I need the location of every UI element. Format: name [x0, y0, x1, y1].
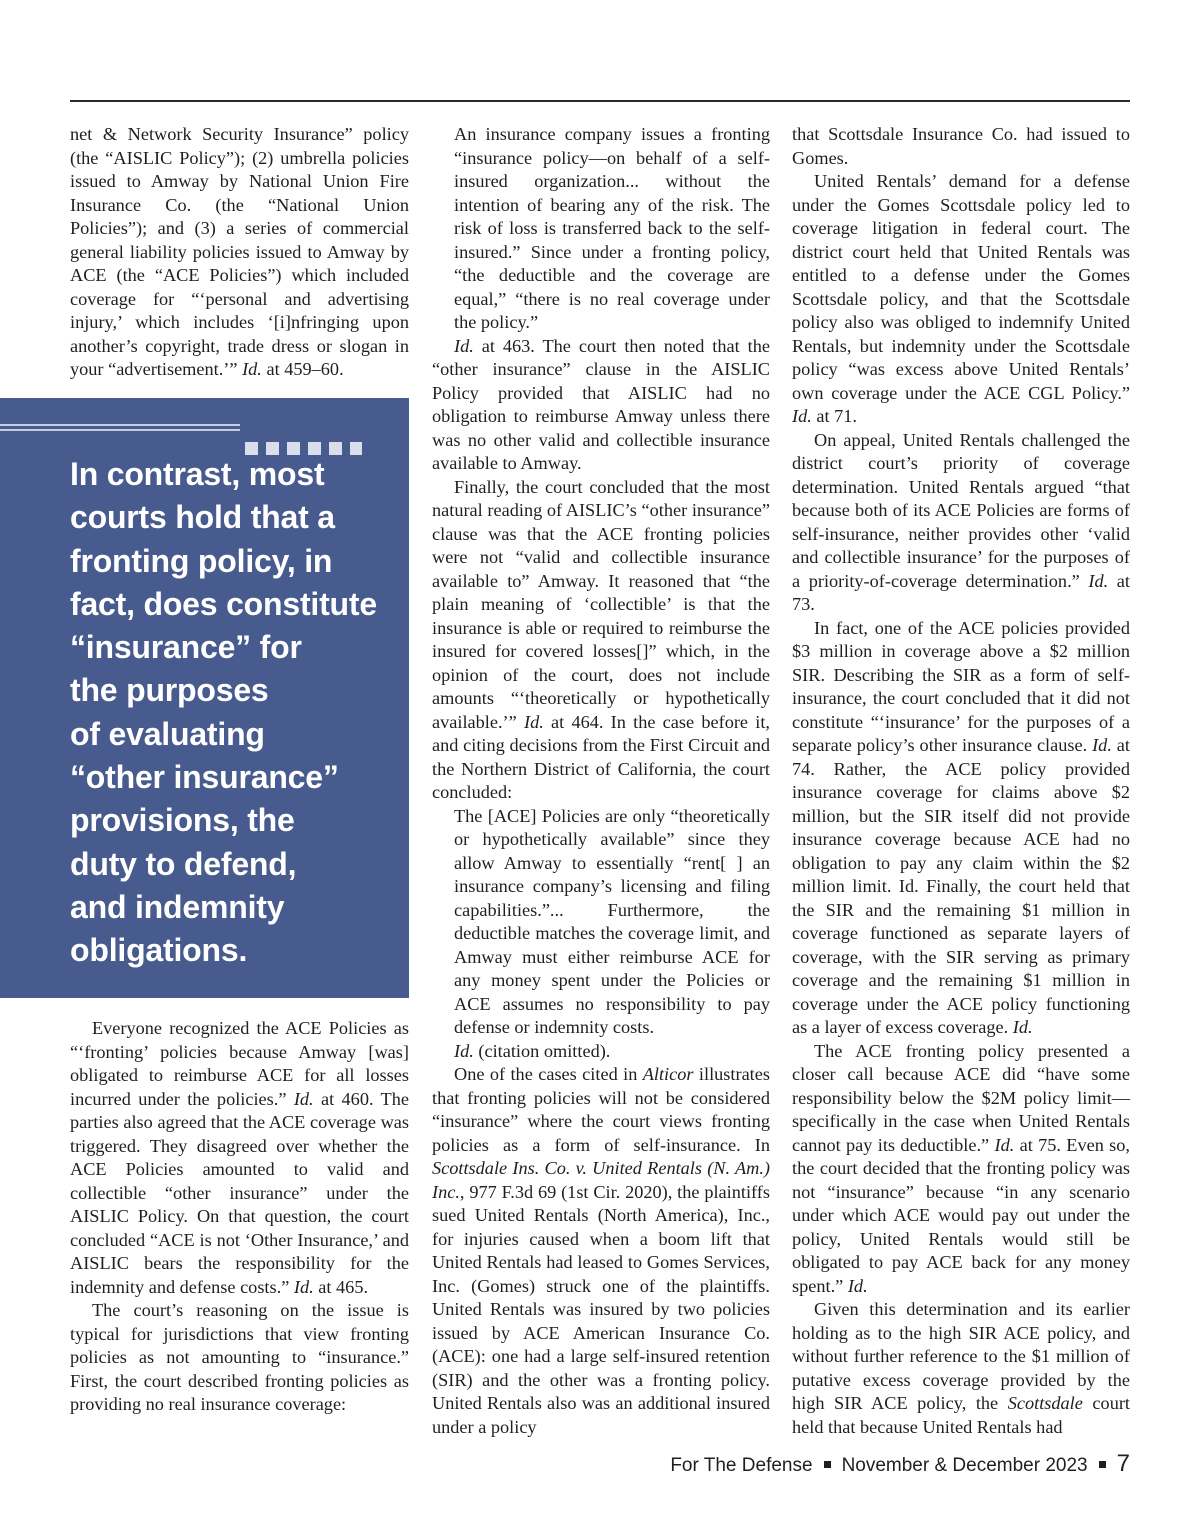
paragraph: The court’s reasoning on the issue is typical for jurisdictions that view fronting policies as not amounting to “insurance.” First, the court described fronting policies as providing no real insurance coverage: [70, 1300, 409, 1414]
header-rule [70, 100, 1130, 102]
paragraph: An insurance company issues a fronting “insurance policy—on behalf of a self-insured organization... without the intention of bearing any of the risk. The risk of loss is transferred back to the self-insured.” Since under a fronting policy, “the deductible and the coverage are equal,” “there is no real coverage under the policy.” [454, 124, 770, 332]
pull-quote-line: “insurance” for [70, 629, 302, 666]
paragraph: Everyone recognized the ACE Policies as “‘fronting’ policies because Amway [was] obligated to reimburse ACE for all losses incurred under the policies.” Id. at 460. The parties also agreed that the ACE coverage was triggered. They disagreed over whether the ACE Policies amounted to valid and collectible “other insurance” under the AISLIC Policy. On that question, the court concluded “ACE is not ‘Other Insurance,’ and AISLIC bears the responsibility for the indemnity and defense costs.” Id. at 465. [70, 1018, 409, 1297]
paragraph: Id. (citation omitted). [454, 1040, 611, 1061]
column-2 [432, 123, 770, 1439]
pull-quote-decoration [0, 422, 362, 431]
paragraph: The [ACE] Policies are only “theoretically or hypothetically available” since they allow Amway to essentially “rent[ ] an insurance company’s licensing and filing capabilities.”... Furthermore, the deductible matches the coverage limit, and Amway must either reimburse ACE for any money spent under the Policies or ACE assumes no responsibility to pay defense or indemnity costs. [454, 805, 770, 1037]
pull-quote-line: courts hold that a [70, 499, 335, 536]
pull-quote-line: fronting policy, in [70, 542, 333, 579]
column-1-bottom [70, 1017, 409, 1417]
paragraph: Id. at 463. The court then noted that the “other insurance” clause in the AISLIC Policy provided that AISLIC had no obligation to reimburse Amway unless there was no other valid and collectible insurance available to Amway. [432, 335, 770, 473]
pull-quote-box [0, 398, 409, 998]
pull-quote-line: “other insurance” [70, 759, 339, 796]
paragraph: One of the cases cited in Alticor illustrates that fronting policies will not be considered “insurance” where the court views fronting policies as a form of self-insurance. In Scottsdale Ins. Co. v. United Rentals (N. Am.) Inc., 977 F.3d 69 (1st Cir. 2020), the plaintiffs sued United Rentals (North America), Inc., for injuries caused when a boom lift that United Rentals had leased to Gomes Services, Inc. (Gomes) struck one of the plaintiffs. United Rentals was insured by two policies issued by ACE American Insurance Co. (ACE): one had a large self-insured retention (SIR) and the other was a fronting policy. United Rentals also was an additional insured under a policy [432, 1064, 770, 1437]
paragraph: Given this determination and its earlier holding as to the high SIR ACE policy, and without further reference to the $1 million of putative excess coverage provided by the high SIR ACE policy, the Scottsdale court held that because United Rentals had [792, 1299, 1130, 1437]
footer-issue: November & December 2023 [841, 1455, 1088, 1476]
page-footer [670, 1450, 1130, 1478]
paragraph: net & Network Security Insurance” policy (the “AISLIC Policy”); (2) umbrella policies issued to Amway by National Union Fire Insurance Co. (the “National Union Policies”); and (3) a series of commercial general liability policies issued to Amway by ACE (the “ACE Policies”) which included coverage for “‘personal and advertising injury,’ which includes ‘[i]nfringing upon another’s copyright, trade dress or slogan in your “advertisement.’” Id. at 459–60. [70, 124, 409, 379]
paragraph: United Rentals’ demand for a defense under the Gomes Scottsdale policy led to coverage litigation in federal court. The district court held that United Rentals was entitled to a defense under the Gomes Scottsdale policy, and that the Scottsdale policy also was obliged to indemnify United Rentals, but indemnity under the Scottsdale policy “was excess above United Rentals’ own coverage under the ACE CGL Policy.” Id. at 71. [792, 171, 1130, 426]
bullet-separator [1099, 1461, 1106, 1468]
pull-quote-line: of evaluating [70, 715, 265, 752]
pull-quote-line: In contrast, most [70, 456, 325, 492]
pull-quote-line: provisions, the [70, 802, 295, 839]
paragraph: The ACE fronting policy presented a closer call because ACE did “have some responsibility below the $2M policy limit—specifically in the case when United Rentals cannot pay its deductible.” Id. at 75. Even so, the court decided that the fronting policy was not “insurance” because “in any scenario under which ACE would pay out under the policy, United Rentals would still be obligated to pay ACE back for any money spent.” Id. [792, 1040, 1130, 1296]
decor-line [0, 424, 240, 426]
pull-quote-line: and indemnity [70, 888, 285, 925]
column-3 [792, 123, 1130, 1439]
footer-publication: For The Defense [670, 1455, 813, 1476]
pull-quote-line: the purposes [70, 672, 269, 709]
pull-quote-line: fact, does constitute [70, 585, 377, 622]
bullet-separator [824, 1461, 831, 1468]
paragraph: Finally, the court concluded that the most natural reading of AISLIC’s “other insurance” clause was that the ACE fronting policies were not “valid and collectible insurance available to” Amway. It reasoned that “the plain meaning of ‘collectible’ is that the insurance is able or required to reimburse the insured for covered losses[]” which, in the opinion of the court, does not include amounts “‘theoretically or hypothetically available.’” Id. at 464. In the case before it, and citing decisions from the First Circuit and the Northern District of California, the court concluded: [432, 476, 770, 802]
pull-quote-text [70, 453, 390, 973]
paragraph: On appeal, United Rentals challenged the district court’s priority of coverage determination. United Rentals argued “that because both of its ACE Policies are forms of self-insurance, neither provides other ‘valid and collectible insurance’ for the purposes of a priority-of-coverage determination.” Id. at 73. [792, 429, 1130, 614]
pull-quote-line: duty to defend, [70, 845, 297, 882]
column-1-top [70, 123, 409, 382]
paragraph: that Scottsdale Insurance Co. had issued to Gomes. [792, 124, 1130, 168]
pull-quote-line: obligations. [70, 932, 248, 969]
decor-line [0, 429, 240, 431]
page-number: 7 [1116, 1450, 1130, 1477]
paragraph: In fact, one of the ACE policies provided $3 million in coverage above a $2 million SIR. Describing the SIR as a form of self-insurance, the court concluded that it did not constitute “‘insurance’ for the purposes of a separate policy’s other insurance clause. Id. at 74. Rather, the ACE policy provided insurance coverage for claims above $2 million, but the SIR itself did not provide insurance coverage because ACE had no obligation to pay any claim within the $2 million limit. Id. Finally, the court held that the SIR and the remaining $1 million in coverage functioned as separate layers of coverage, with the SIR serving as primary coverage and the remaining $1 million in coverage under the ACE policy functioning as a layer of excess coverage. Id. [792, 617, 1130, 1037]
